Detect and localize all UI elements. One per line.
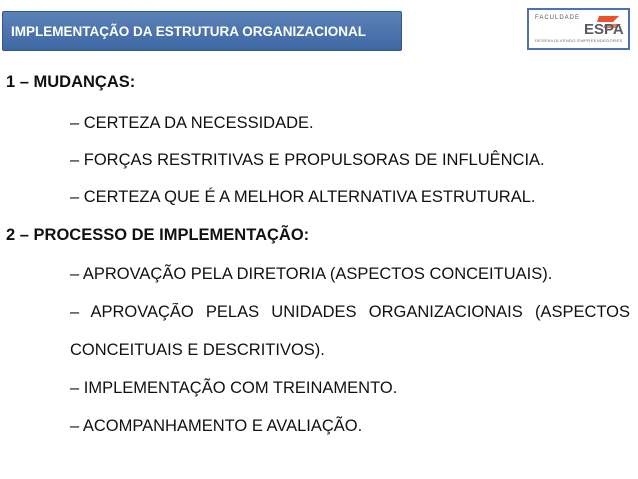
logo-tagline: DESENVOLVENDO EMPREENDEDORES	[535, 38, 623, 43]
faculdade-espa-logo	[527, 8, 630, 50]
list-item: – FORÇAS RESTRITIVAS E PROPULSORAS DE INFLUÊNCIA.	[70, 151, 545, 169]
list-item: – CERTEZA DA NECESSIDADE.	[70, 114, 314, 132]
section-heading-mudancas: 1 – MUDANÇAS:	[6, 73, 136, 91]
slide-title-bar	[2, 11, 402, 51]
list-item: – IMPLEMENTAÇÃO COM TREINAMENTO.	[70, 379, 398, 397]
list-item: – APROVAÇÃO PELAS UNIDADES ORGANIZACIONAIS (ASPECTOS	[70, 303, 630, 321]
list-item-continuation: CONCEITUAIS E DESCRITIVOS).	[70, 341, 325, 359]
section-heading-processo: 2 – PROCESSO DE IMPLEMENTAÇÃO:	[6, 226, 310, 244]
list-item: – CERTEZA QUE É A MELHOR ALTERNATIVA ESTRUTURAL.	[70, 188, 536, 206]
list-item: – APROVAÇÃO PELA DIRETORIA (ASPECTOS CONCEITUAIS).	[70, 265, 553, 283]
logo-faculdade-text: FACULDADE	[535, 15, 581, 21]
slide-title: IMPLEMENTAÇÃO DA ESTRUTURA ORGANIZACIONAL	[11, 24, 366, 39]
list-item: – ACOMPANHAMENTO E AVALIAÇÃO.	[70, 417, 363, 435]
logo-espa-text: ESPA	[584, 21, 624, 38]
